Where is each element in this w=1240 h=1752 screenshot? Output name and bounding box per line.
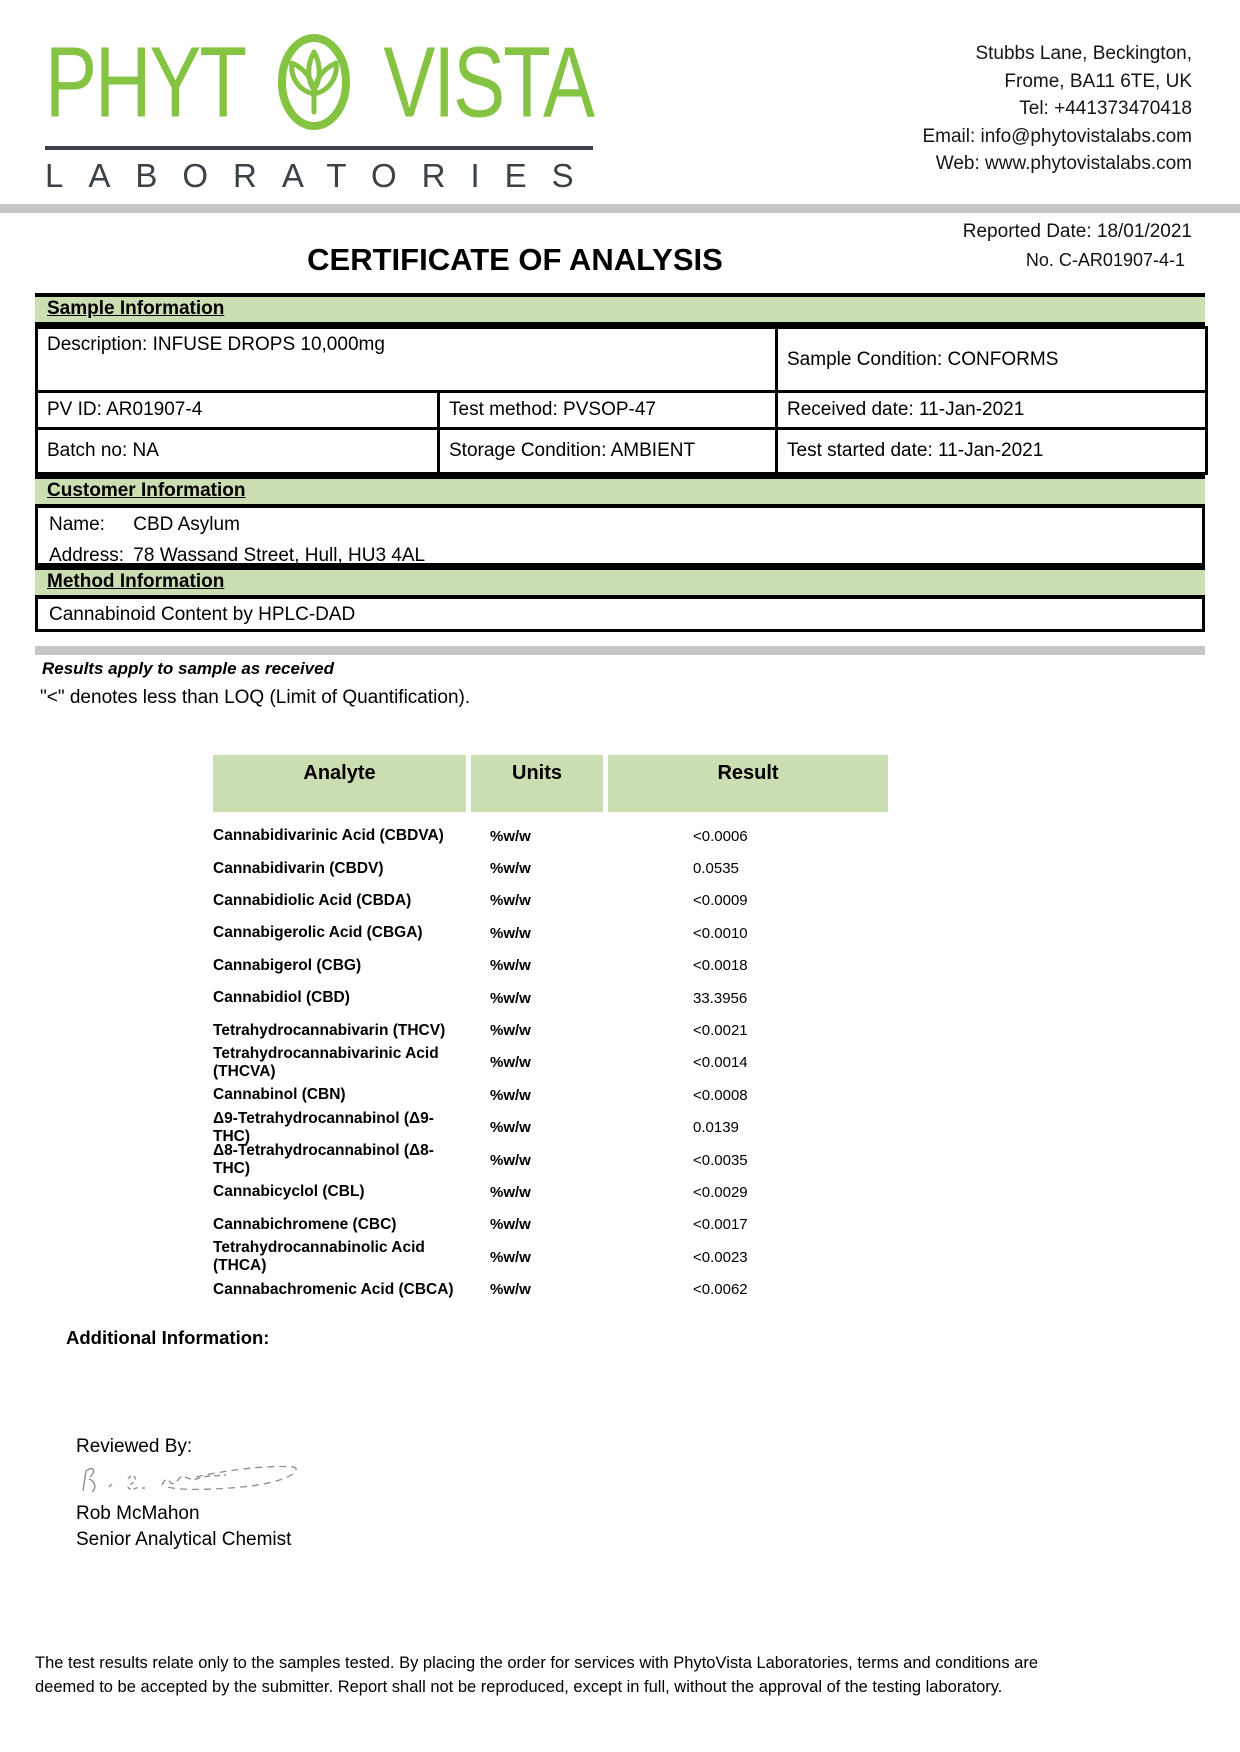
analyte-name: Tetrahydrocannabivarin (THCV) [213,1021,446,1039]
test-started-date-cell: Test started date: 11-Jan-2021 [777,429,1207,474]
method-information-header [35,566,1205,599]
address-line-1: Stubbs Lane, Beckington, [975,43,1192,64]
reported-date: Reported Date: 18/01/2021 [962,221,1192,242]
analyte-units: %w/w [490,957,531,975]
analyte-name: Cannabidivarin (CBDV) [213,859,384,877]
address-line-2: Frome, BA11 6TE, UK [1004,70,1192,92]
analyte-result: <0.0017 [693,1216,748,1234]
analyte-units: %w/w [490,827,531,845]
analyte-name: Δ9-Tetrahydrocannabinol (Δ9-THC) [213,1109,434,1145]
table-row [37,328,1207,392]
analyte-name: Cannabichromene (CBC) [213,1215,397,1233]
customer-information-box [35,508,1205,566]
table-row [213,820,888,852]
logo-text-part2: VISTA [383,25,593,139]
analyte-units: %w/w [490,1248,531,1266]
web-line: Web: www.phytovistalabs.com [935,153,1192,174]
analyte-units: %w/w [490,1183,531,1201]
analyte-name: Cannabinol (CBN) [213,1086,346,1104]
analyte-result: <0.0010 [693,924,748,942]
analyte-units: %w/w [490,1119,531,1137]
loq-note: "<" denotes less than LOQ (Limit of Quantification). [40,687,471,708]
results-table-rows [213,820,888,1306]
analyte-result: <0.0023 [693,1248,748,1266]
analyte-result: <0.0029 [693,1183,748,1201]
header-divider-bar [0,204,1240,213]
analyte-name: Cannabigerolic Acid (CBGA) [213,924,423,942]
column-header-result: Result [608,755,888,812]
logo-text-part1: PHYT [45,25,246,139]
reviewer-name: Rob McMahon [76,1503,200,1524]
phone-line: Tel: +441373470418 [1019,98,1192,119]
test-method-cell: Test method: PVSOP-47 [439,392,777,429]
received-date-cell: Received date: 11-Jan-2021 [777,392,1207,429]
table-row [213,917,888,949]
info-section [35,293,1205,655]
analyte-units: %w/w [490,1216,531,1234]
analyte-name: Cannabigerol (CBG) [213,956,362,974]
analyte-units: %w/w [490,1054,531,1072]
table-row [213,1144,888,1176]
method-information-title: Method Information [47,571,225,592]
analyte-units: %w/w [490,1151,531,1169]
table-row [213,1176,888,1208]
table-row [37,392,1207,429]
method-information-box: Cannabinoid Content by HPLC-DAD [35,599,1205,632]
table-row [213,950,888,982]
results-table [213,755,888,1306]
signature-block [76,1434,306,1553]
customer-name-value: CBD Asylum [133,514,240,535]
signature-image [76,1461,306,1501]
logo-subtitle: LABORATORIES [45,157,599,194]
table-row [213,982,888,1014]
column-header-units: Units [471,755,603,812]
customer-name-line [49,514,1191,536]
analyte-name: Tetrahydrocannabivarinic Acid (THCVA) [213,1044,439,1080]
leaf-icon [274,32,354,132]
analyte-units: %w/w [490,924,531,942]
results-note: Results apply to sample as received [42,659,334,678]
sample-information-title: Sample Information [47,298,225,319]
storage-condition-cell: Storage Condition: AMBIENT [439,429,777,474]
reviewer-title: Senior Analytical Chemist [76,1529,292,1550]
report-number: No. C-AR01907-4-1 [1025,250,1185,270]
analyte-name: Cannabicyclol (CBL) [213,1183,365,1201]
analyte-result: <0.0035 [693,1151,748,1169]
analyte-name: Cannabidivarinic Acid (CBDVA) [213,827,444,845]
analyte-result: <0.0014 [693,1054,748,1072]
additional-information-label: Additional Information: [66,1327,270,1348]
customer-information-header [35,475,1205,508]
analyte-name: Cannabidiolic Acid (CBDA) [213,891,412,909]
customer-address-value: 78 Wassand Street, Hull, HU3 4AL [133,545,426,566]
email-line: Email: info@phytovistalabs.com [922,125,1192,147]
customer-address-line [49,545,1191,567]
analyte-result: <0.0008 [693,1086,748,1104]
analyte-units: %w/w [490,1022,531,1040]
table-row [213,852,888,884]
table-row [213,1273,888,1305]
customer-name-label: Name: [49,514,105,535]
table-row [213,1241,888,1273]
section-divider-bar [35,646,1205,655]
analyte-units: %w/w [490,1086,531,1104]
analyte-units: %w/w [490,860,531,878]
analyte-result: <0.0006 [693,827,748,845]
table-row [213,885,888,917]
batch-no-cell: Batch no: NA [37,429,439,474]
column-header-analyte: Analyte [213,755,466,812]
sample-information-table [35,326,1208,475]
reviewed-by-label: Reviewed By: [76,1436,193,1457]
table-row [213,1209,888,1241]
customer-address-label: Address: [49,545,124,566]
logo-divider-line [45,146,593,150]
table-row [37,429,1207,474]
logo-wordmark [45,25,593,139]
analyte-name: Cannabachromenic Acid (CBCA) [213,1280,454,1298]
phytovista-logo [45,25,599,194]
analyte-units: %w/w [490,892,531,910]
analyte-result: <0.0018 [693,957,748,975]
analyte-units: %w/w [490,1281,531,1299]
table-row [213,1014,888,1046]
table-row [213,1109,888,1145]
analyte-result: <0.0062 [693,1281,748,1299]
analyte-result: <0.0021 [693,1022,748,1040]
table-row [213,1079,888,1111]
analyte-name: Δ8-Tetrahydrocannabinol (Δ8-THC) [213,1142,434,1178]
analyte-result: <0.0009 [693,892,748,910]
analyte-result: 0.0535 [693,860,739,878]
analyte-name: Tetrahydrocannabinolic Acid (THCA) [213,1239,425,1275]
footer-line-2: deemed to be accepted by the submitter. Report shall not be reproduced, except in full, without the approval of the testing laboratory. [35,1677,1003,1696]
sample-information-header [35,293,1205,326]
table-row [213,1044,888,1080]
sample-description-cell: Description: INFUSE DROPS 10,000mg [37,328,777,392]
lab-contact-info [922,40,1192,178]
analyte-name: Cannabidiol (CBD) [213,989,350,1007]
customer-information-title: Customer Information [47,480,246,501]
results-table-header [213,755,888,812]
sample-condition-cell: Sample Condition: CONFORMS [777,328,1207,392]
analyte-result: 33.3956 [693,989,748,1007]
analyte-result: 0.0139 [693,1119,739,1137]
pv-id-cell: PV ID: AR01907-4 [37,392,439,429]
footer-disclaimer [35,1652,1210,1699]
page-title: CERTIFICATE OF ANALYSIS [307,242,723,277]
analyte-units: %w/w [490,989,531,1007]
footer-line-1: The test results relate only to the samples tested. By placing the order for services with PhytoVista Laboratories, terms and conditions are [35,1654,1039,1672]
